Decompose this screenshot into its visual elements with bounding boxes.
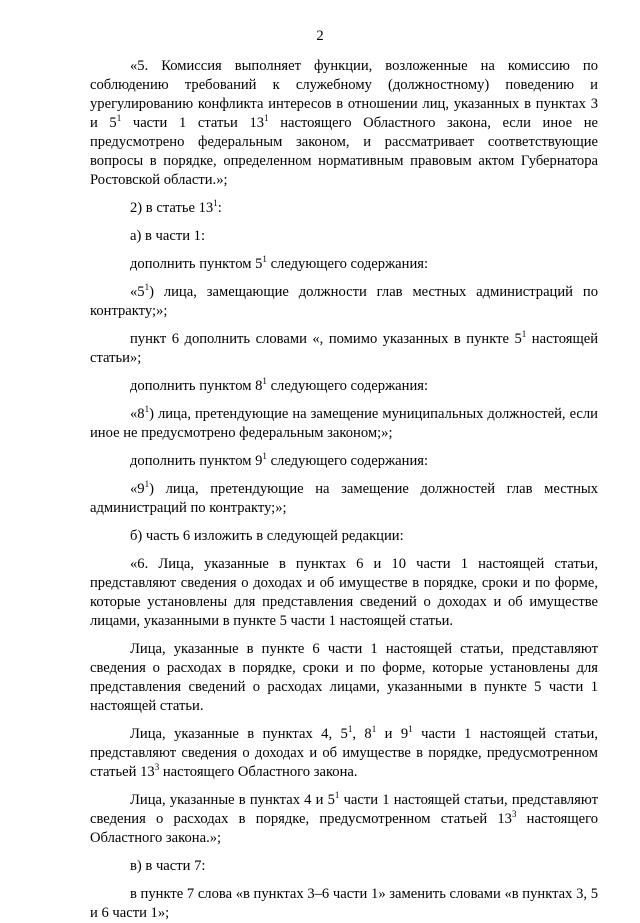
paragraph: пункт 6 дополнить словами «, помимо указанных в пункте $5^1$ настоящей статьи»; bbox=[90, 329, 598, 366]
paragraph: «6. Лица, указанные в пунктах 6 и 10 части 1 настоящей статьи, представляют сведения о доходах и об имуществе в порядке, сроки и по форме, которые установлены для представления сведений о доходах и об имуществе лицами, указанными в пункте 5 части 1 настоящей статьи. bbox=[90, 556, 598, 629]
paragraph: Лица, указанные в пунктах 4, $5^1$, $8^1$ и $9^1$ части 1 настоящей статьи, представляют сведения о доходах и об имуществе в порядке, предусмотренном статьей $13^3$ настоящего Областного закона. bbox=[90, 724, 599, 780]
paragraph: дополнить пунктом $9^1$ следующего содержания: bbox=[130, 451, 429, 469]
paragraph: б) часть 6 изложить в следующей редакции: bbox=[130, 528, 404, 544]
paragraph: 2) в статье $13^1$: bbox=[130, 198, 222, 216]
paragraph: «$5^1$) лица, замещающие должности глав местных администраций по контракту;»; bbox=[90, 282, 598, 319]
paragraph: «5. Комиссия выполняет функции, возложенные на комиссию по соблюдению требований к служебному (должностному) поведению и урегулированию конфликта интересов в отношении лиц, указанных в пунктах 3 и $5^1$ части 1 статьи $13^1$ настоящего Областного закона, если иное не предусмотрено федеральным законом, и рассматривает соответствующие вопросы в порядке, определенном нормативным правовым актом Губернатора Ростовской области.»; bbox=[90, 58, 598, 188]
paragraph: «$8^1$) лица, претендующие на замещение муниципальных должностей, если иное не предусмотрено федеральным законом;»; bbox=[90, 404, 598, 441]
paragraph: дополнить пунктом $5^1$ следующего содержания: bbox=[130, 254, 429, 272]
paragraph: Лица, указанные в пунктах 4 и $5^1$ части 1 настоящей статьи, представляют сведения о расходах в порядке, предусмотренном статьей $13^3$ настоящего Областного закона.»; bbox=[90, 790, 599, 846]
paragraph: Лица, указанные в пункте 6 части 1 настоящей статьи, представляют сведения о расходах в порядке, сроки и по форме, которые установлены для представления сведений о расходах лицами, указанными в пункте 5 части 1 настоящей статьи. bbox=[90, 641, 598, 714]
paragraph: «$9^1$) лица, претендующие на замещение должностей глав местных администраций по контракту;»; bbox=[90, 479, 598, 516]
paragraph: в) в части 7: bbox=[130, 858, 206, 874]
document-body bbox=[90, 57, 598, 923]
paragraph: дополнить пунктом $8^1$ следующего содержания: bbox=[130, 376, 429, 394]
paragraph: в пункте 7 слова «в пунктах 3–6 части 1» заменить словами «в пунктах 3, 5 и 6 части 1»; bbox=[90, 886, 598, 921]
page-number: 2 bbox=[316, 28, 324, 44]
paragraph: а) в части 1: bbox=[130, 228, 206, 244]
